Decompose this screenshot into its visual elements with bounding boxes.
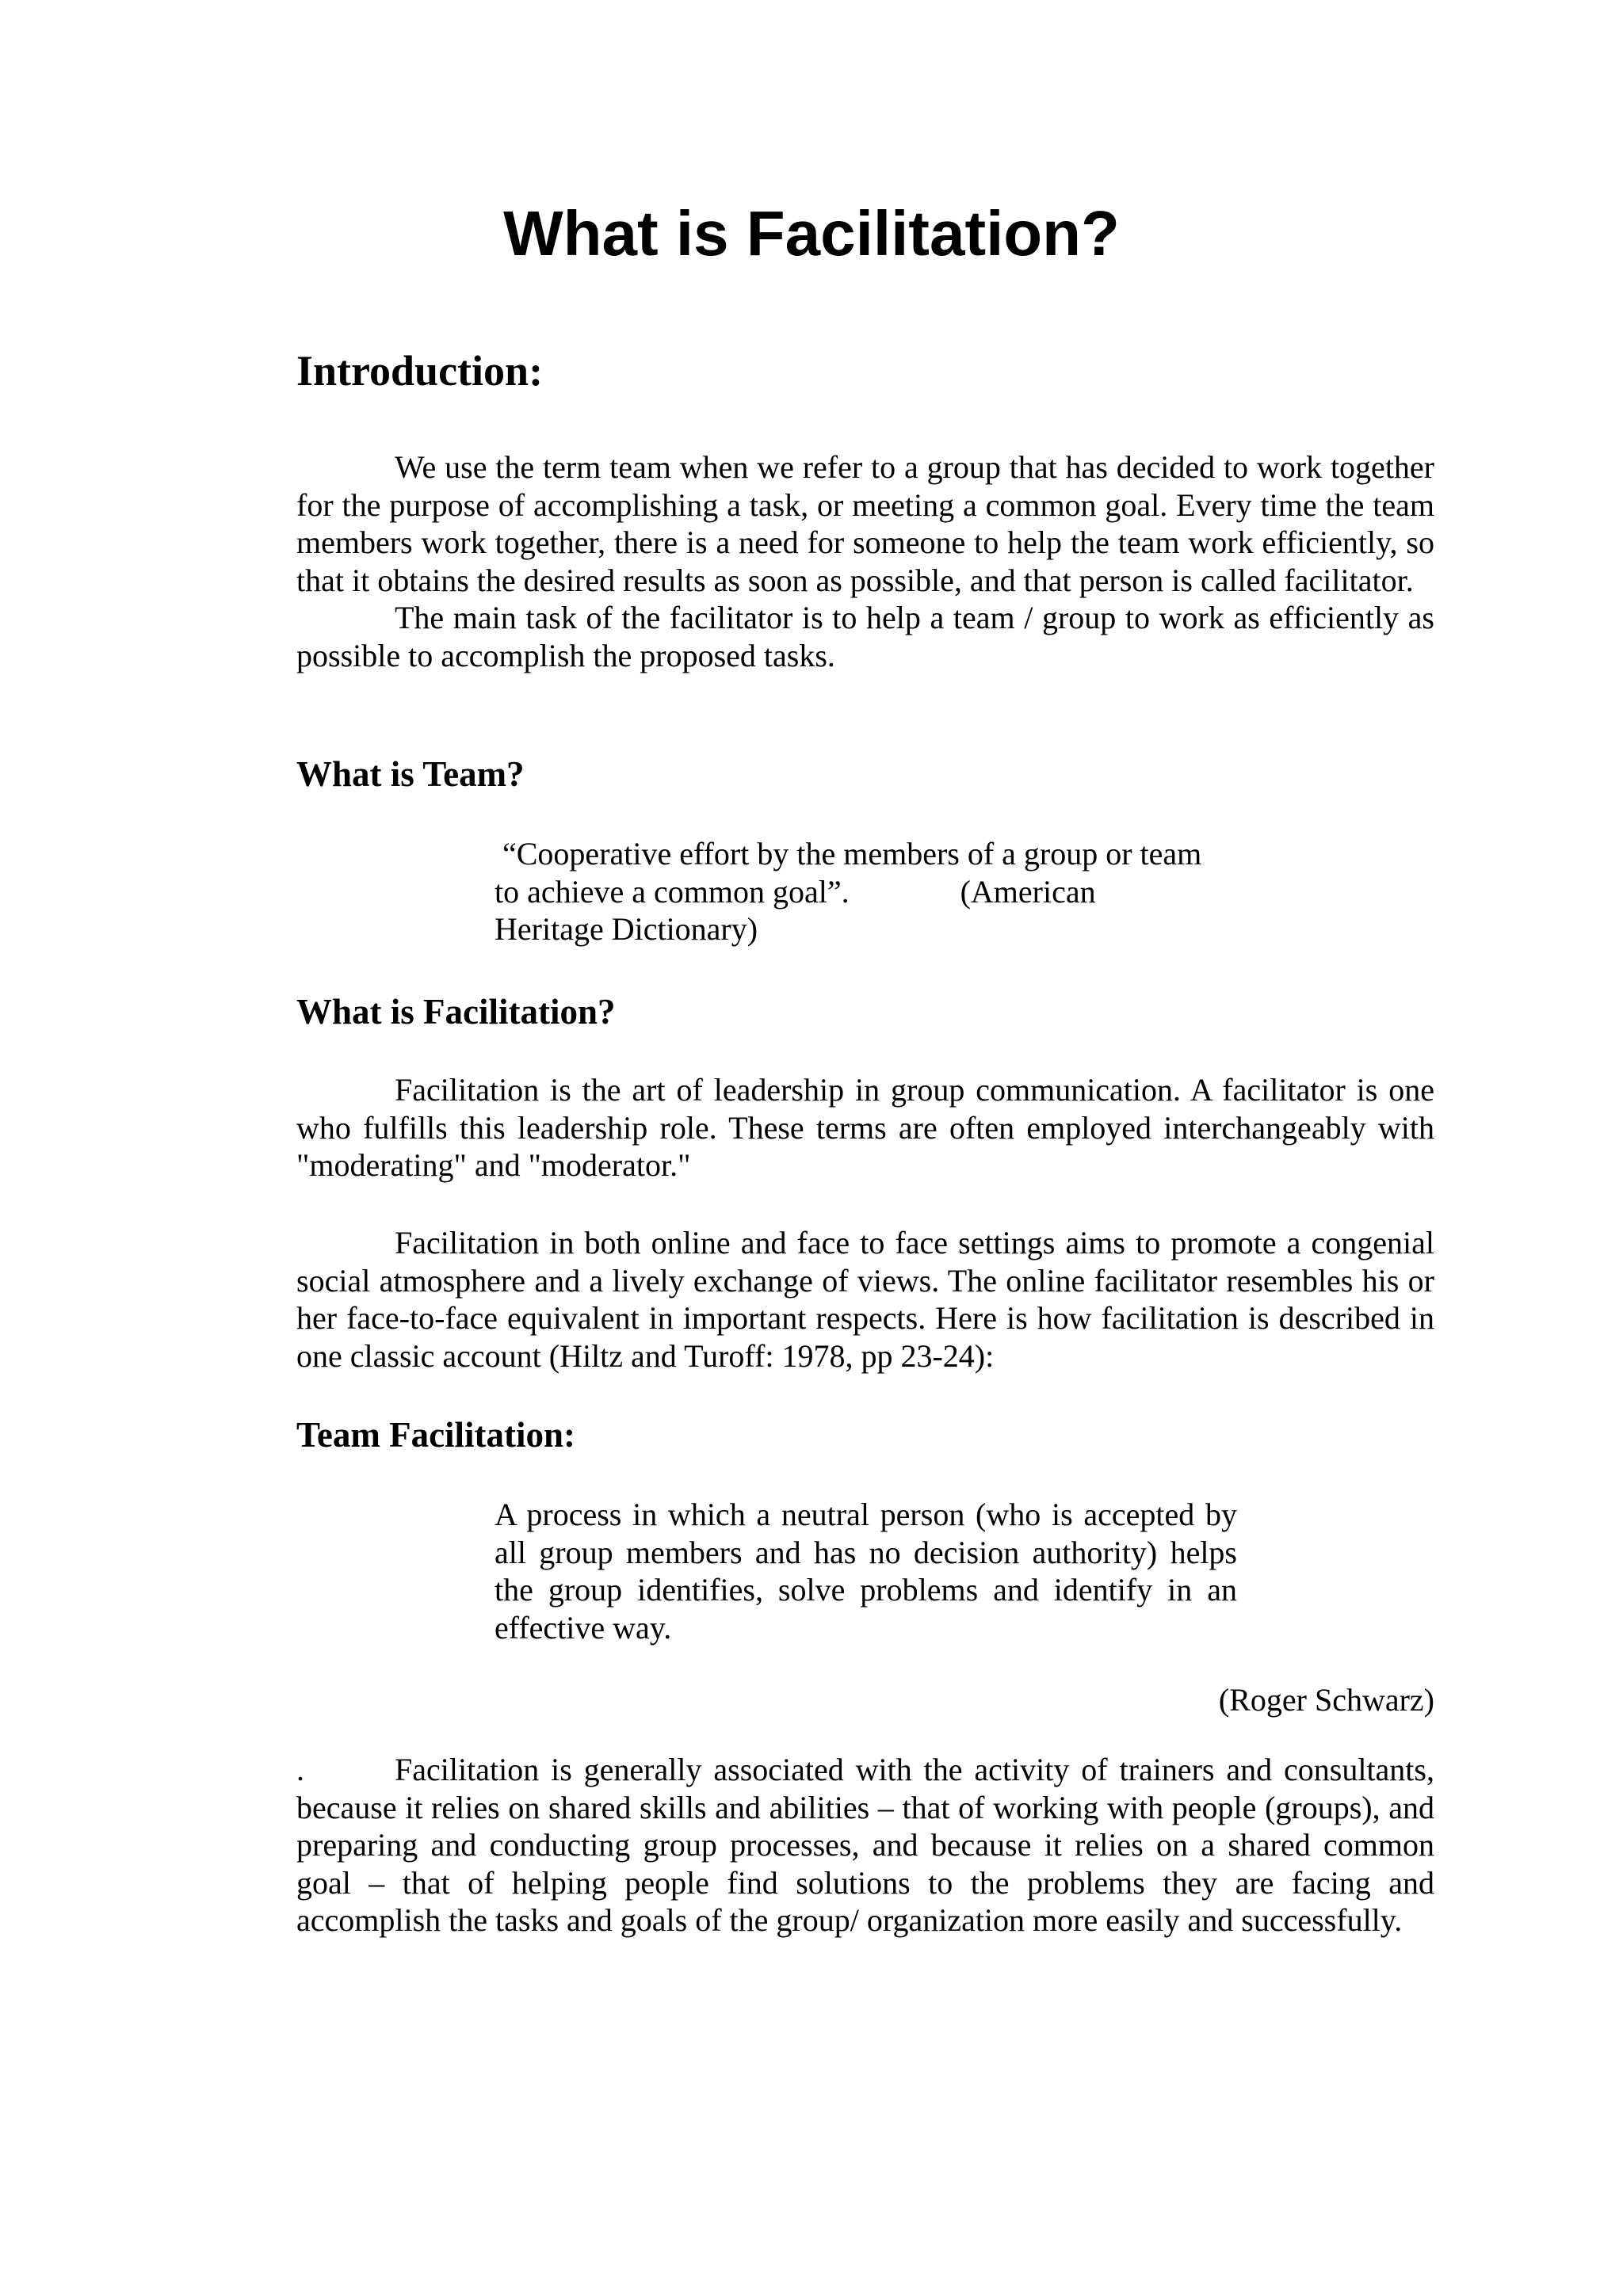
quote-line: Heritage Dictionary) bbox=[495, 911, 758, 947]
team-facilitation-quote: A process in which a neutral person (who is accepted by all group members and has no decision authority) helps the group identifies, solve problems and identify in an effective way. bbox=[495, 1497, 1237, 1646]
quote-line: “Cooperative effort by the members of a group or team bbox=[495, 836, 1202, 871]
introduction-paragraph: We use the term team when we refer to a group that has decided to work together for the purpose of accomplishing a task, or meeting a common goal. Every time the team members work together, there is a need for someone to help the team work efficiently, so that it obtains the desired results as soon as possible, and that person is called facilitator. bbox=[296, 449, 1434, 598]
introduction-heading: Introduction: bbox=[296, 347, 544, 395]
facilitation-paragraph: Facilitation in both online and face to face settings aims to promote a congenial social atmosphere and a lively exchange of views. The online facilitator resembles his or her face-to-face equivalent in important respects. Here is how facilitation is described in one classic account (Hiltz and Turoff: 1978, pp 23-24): bbox=[296, 1225, 1434, 1374]
introduction-paragraph: The main task of the facilitator is to help a team / group to work as efficiently as possible to accomplish the proposed tasks. bbox=[296, 600, 1434, 673]
team-definition-quote bbox=[495, 835, 1201, 948]
quote-line: to achieve a common goal”. (American bbox=[495, 873, 1096, 910]
team-heading: What is Team? bbox=[296, 754, 525, 794]
quote-attribution: (Roger Schwarz) bbox=[1218, 1682, 1434, 1718]
introduction-body bbox=[296, 448, 1434, 674]
facilitation-body-1 bbox=[296, 1071, 1434, 1184]
page-title: What is Facilitation? bbox=[503, 198, 1120, 269]
facilitation-paragraph: Facilitation is the art of leadership in group communication. A facilitator is one who fulfills this leadership role. These terms are often employed interchangeably with "moderating" and "moderator." bbox=[296, 1072, 1434, 1183]
facilitation-heading: What is Facilitation? bbox=[296, 992, 616, 1032]
closing-paragraph-text: Facilitation is generally associated with the activity of trainers and consultants, because it relies on shared skills and abilities – that of working with people (groups), and preparing and conducting group processes, and because it relies on a shared common goal – that of helping people find solutions to the problems they are facing and accomplish the tasks and goals of the group/ organization more easily and successfully. bbox=[296, 1752, 1434, 1938]
closing-paragraph bbox=[296, 1751, 1434, 1939]
facilitation-body-2 bbox=[296, 1224, 1434, 1375]
paragraph-marker: . bbox=[296, 1752, 304, 1787]
team-facilitation-heading: Team Facilitation: bbox=[296, 1415, 576, 1455]
